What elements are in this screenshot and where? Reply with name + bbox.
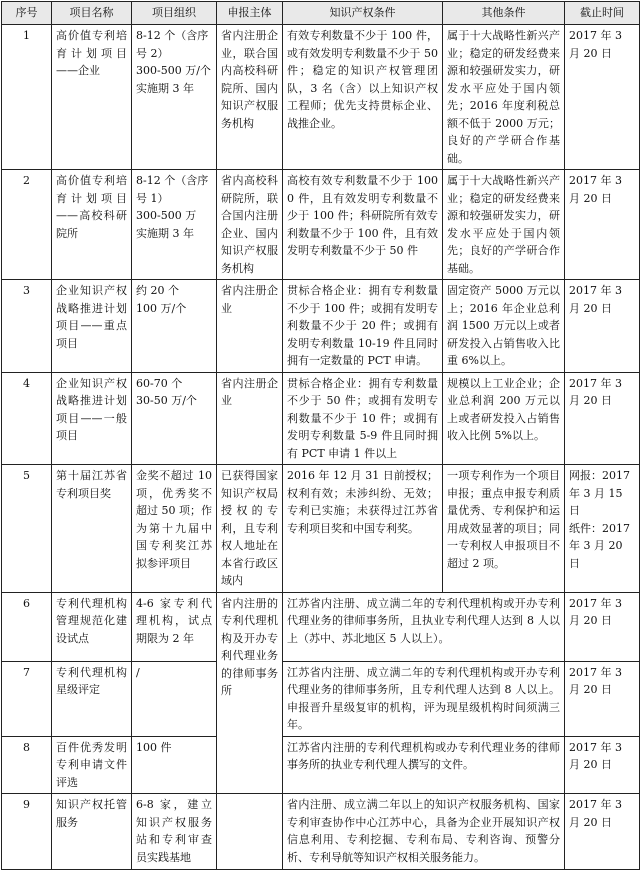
table-row bbox=[2, 25, 640, 170]
project-name: 知识产权托管服务 bbox=[52, 794, 132, 870]
applicant: 省内注册企业，联合国内高校科研院所、国内知识产权服务机构 bbox=[217, 25, 283, 170]
row-number: 9 bbox=[2, 794, 52, 870]
project-org: 60-70 个 30-50 万/个 bbox=[132, 372, 217, 465]
row-number: 7 bbox=[2, 661, 52, 736]
project-org: / bbox=[132, 661, 217, 736]
row-number: 3 bbox=[2, 280, 52, 373]
deadline: 2017 年 3 月 20 日 bbox=[565, 372, 640, 465]
row-number: 8 bbox=[2, 736, 52, 794]
other-condition: 一项专利作为一个项目申报；重点申报专利质量优秀、专利保护和运用成效显著的项目；同一专利权人申报项目不超过 2 项。 bbox=[443, 465, 565, 593]
header-row bbox=[2, 2, 640, 25]
deadline: 2017 年 3 月 20 日 bbox=[565, 794, 640, 870]
table-row bbox=[2, 736, 640, 794]
project-name: 百件优秀发明专利申请文件评选 bbox=[52, 736, 132, 794]
ip-condition: 高校有效专利数量不少于 1000 件，且有效发明专利数量不少于 100 件；科研院所有效专利数量不少于 100 件，且有效发明专利数量不少于 50 件 bbox=[283, 170, 443, 280]
ip-condition: 贯标合格企业：拥有专利数量不少于 100 件；或拥有发明专利数量不少于 20 件；或拥有发明专利数量 10-19 件且同时拥有一定数量的 PCT 申请。 bbox=[283, 280, 443, 373]
project-name: 企业知识产权战略推进计划项目——重点项目 bbox=[52, 280, 132, 373]
deadline: 2017 年 3 月 20 日 bbox=[565, 736, 640, 794]
header-cell: 截止时间 bbox=[565, 2, 640, 25]
project-org: 6-8 家，建立知识产权服务站和专利审查员实践基地 bbox=[132, 794, 217, 870]
project-org: 8-12 个（含序号 2） 300-500 万/个 实施期 3 年 bbox=[132, 25, 217, 170]
header-cell: 序号 bbox=[2, 2, 52, 25]
project-org: 金奖不超过 10 项，优秀奖不超过 50 项；作为第十九届中国专利奖江苏拟参评项目 bbox=[132, 465, 217, 593]
project-name: 专利代理机构管理规范化建设试点 bbox=[52, 592, 132, 661]
applicant: 省内注册的专利代理机构及开办专利代理业务的律师事务所 bbox=[217, 592, 283, 794]
project-name: 高价值专利培育计划项目——企业 bbox=[52, 25, 132, 170]
project-org: 100 件 bbox=[132, 736, 217, 794]
ip-condition: 2016 年 12 月 31 日前授权；权利有效；未涉纠纷、无效；专利已实施；未获得过江苏省专利项目奖和中国专利奖。 bbox=[283, 465, 443, 593]
deadline: 2017 年 3 月 20 日 bbox=[565, 592, 640, 661]
table-row bbox=[2, 592, 640, 661]
other-condition: 固定资产 5000 万元以上；2016 年企业总利润 1500 万元以上或者研发投入占销售收入比重 6%以上。 bbox=[443, 280, 565, 373]
project-org: 约 20 个 100 万/个 bbox=[132, 280, 217, 373]
other-condition: 属于十大战略性新兴产业；稳定的研发经费来源和较强研发实力，研发水平应处于国内领先；良好的产学研合作基础。 bbox=[443, 170, 565, 280]
other-condition: 规模以上工业企业；企业总利润 200 万元以上或者研发投入占销售收入比例 5%以上。 bbox=[443, 372, 565, 465]
ip-other-condition: 江苏省内注册的专利代理机构或办专利代理业务的律师事务所的执业专利代理人撰写的文件。 bbox=[283, 736, 565, 794]
deadline: 2017 年 3 月 20 日 bbox=[565, 280, 640, 373]
applicant: 省内高校科研院所，联合国内注册企业、国内知识产权服务机构 bbox=[217, 170, 283, 280]
table-row bbox=[2, 661, 640, 736]
project-name: 专利代理机构星级评定 bbox=[52, 661, 132, 736]
ip-condition: 有效专利数量不少于 100 件，或有效发明专利数量不少于 50 件；稳定的知识产权管理团队，3 名（含）以上知识产权工程师；优先支持贯标企业、战推企业。 bbox=[283, 25, 443, 170]
table-row bbox=[2, 170, 640, 280]
row-number: 4 bbox=[2, 372, 52, 465]
deadline: 2017 年 3 月 20 日 bbox=[565, 170, 640, 280]
project-name: 企业知识产权战略推进计划项目——一般项目 bbox=[52, 372, 132, 465]
deadline: 网报：2017 年 3 月 15 日 纸件：2017 年 3 月 20 日 bbox=[565, 465, 640, 593]
header-cell: 其他条件 bbox=[443, 2, 565, 25]
ip-condition: 贯标合格企业：拥有专利数量不少于 50 件；或拥有发明专利数量不少于 10 件；或拥有发明专利数量 5-9 件且同时拥有 PCT 申请 1 件以上 bbox=[283, 372, 443, 465]
deadline: 2017 年 3 月 20 日 bbox=[565, 25, 640, 170]
header-cell: 申报主体 bbox=[217, 2, 283, 25]
row-number: 5 bbox=[2, 465, 52, 593]
applicant: 省内注册企业 bbox=[217, 280, 283, 373]
project-table bbox=[1, 1, 640, 870]
table-row bbox=[2, 372, 640, 465]
project-org: 4-6 家专利代理机构，试点期限为 2 年 bbox=[132, 592, 217, 661]
header-cell: 项目组织 bbox=[132, 2, 217, 25]
applicant: 已获得国家知识产权局授权的专利，且专利权人地址在本省行政区域内 bbox=[217, 465, 283, 593]
other-condition: 属于十大战略性新兴产业；稳定的研发经费来源和较强研发实力，研发水平应处于国内领先；2016 年度利税总额不低于 2000 万元；良好的产学研合作基础。 bbox=[443, 25, 565, 170]
table-row bbox=[2, 280, 640, 373]
deadline: 2017 年 3 月 20 日 bbox=[565, 661, 640, 736]
project-name: 高价值专利培育计划项目——高校科研院所 bbox=[52, 170, 132, 280]
table-row bbox=[2, 794, 640, 870]
ip-other-condition: 江苏省内注册、成立满二年的专利代理机构或开办专利代理业务的律师事务所，且专利代理人达到 8 人以上。申报晋升星级复审的机构，评为现星级机构时间须满三年。 bbox=[283, 661, 565, 736]
header-cell: 项目名称 bbox=[52, 2, 132, 25]
ip-other-condition: 江苏省内注册、成立满二年的专利代理机构或开办专利代理业务的律师事务所，且执业专利代理人达到 8 人以上（苏中、苏北地区 5 人以上）。 bbox=[283, 592, 565, 661]
applicant bbox=[217, 794, 283, 870]
header-cell: 知识产权条件 bbox=[283, 2, 443, 25]
table-row bbox=[2, 465, 640, 593]
applicant: 省内注册企业 bbox=[217, 372, 283, 465]
row-number: 6 bbox=[2, 592, 52, 661]
ip-other-condition: 省内注册、成立满二年以上的知识产权服务机构、国家专利审查协作中心江苏中心，具备为企业开展知识产权信息利用、专利挖掘、专利布局、专利咨询、预警分析、专利导航等知识产权相关服务能力。 bbox=[283, 794, 565, 870]
project-name: 第十届江苏省专利项目奖 bbox=[52, 465, 132, 593]
project-org: 8-12 个（含序号 1） 300-500 万 实施期 3 年 bbox=[132, 170, 217, 280]
row-number: 2 bbox=[2, 170, 52, 280]
row-number: 1 bbox=[2, 25, 52, 170]
